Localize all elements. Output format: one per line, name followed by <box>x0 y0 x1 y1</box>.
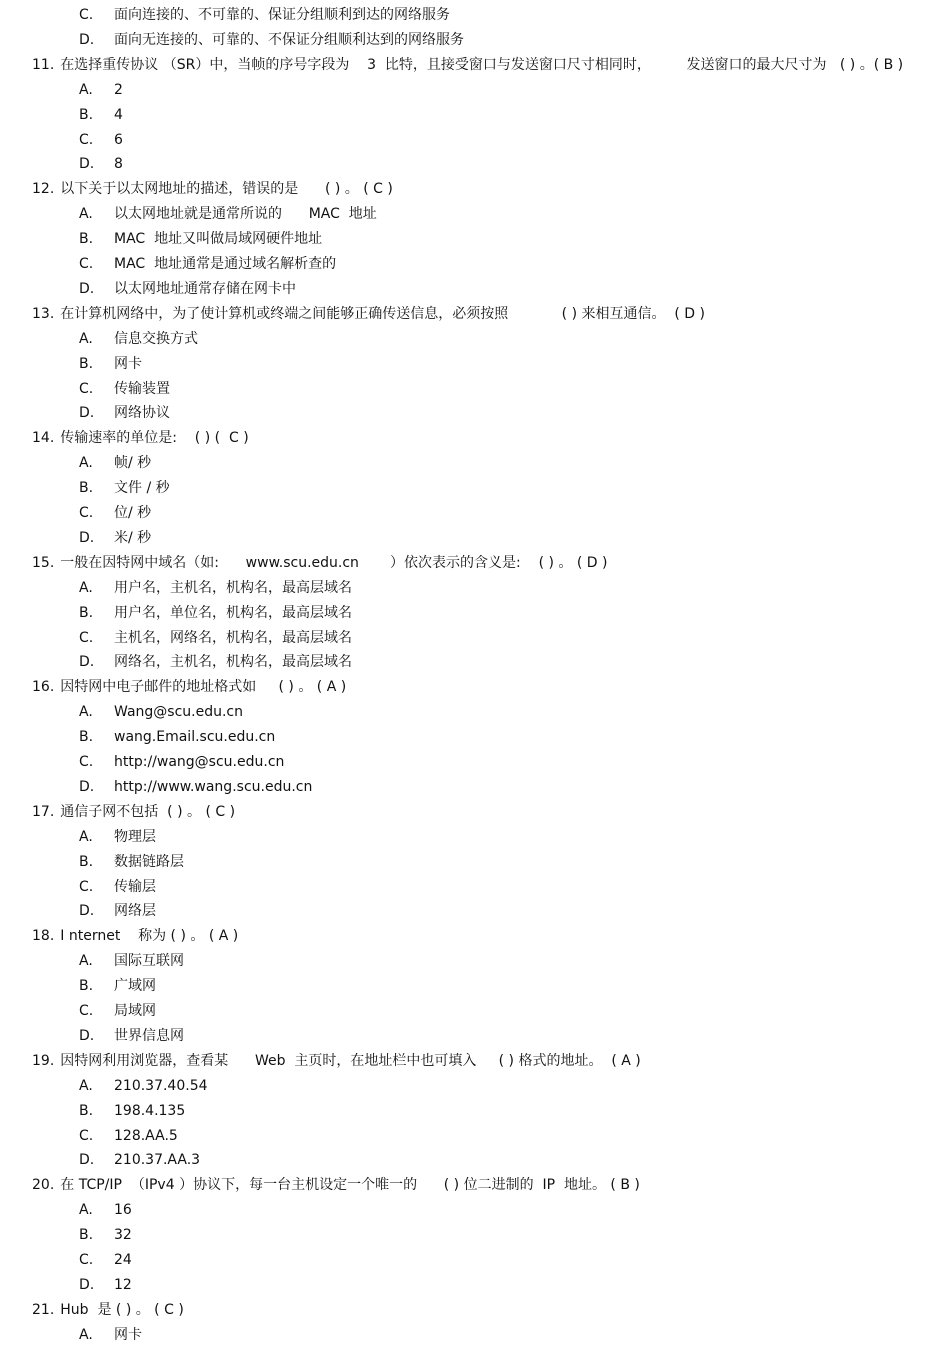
option-letter: D. <box>79 1027 95 1044</box>
option-text: 面向连接的、不可靠的、保证分组顺利到达的网络服务 <box>114 7 450 23</box>
option-letter: B. <box>79 355 94 372</box>
option-line <box>0 652 352 672</box>
option-letter: D. <box>79 31 95 48</box>
option-text: 文件 / 秒 <box>114 480 170 497</box>
option-text: 传输层 <box>114 878 156 895</box>
question-number: 18. <box>32 928 55 945</box>
question-line <box>0 926 238 946</box>
option-line <box>0 603 352 623</box>
option-letter: A. <box>79 1077 93 1094</box>
option-text: 网络层 <box>114 903 156 920</box>
option-text: 8 <box>114 156 123 173</box>
option-line <box>0 827 156 847</box>
option-letter: C. <box>79 505 94 521</box>
option-text: 210.37.AA.3 <box>114 1152 201 1169</box>
option-line <box>0 1076 208 1096</box>
option-letter: D. <box>79 156 95 173</box>
option-line <box>0 752 284 772</box>
option-line <box>0 727 275 747</box>
question-text: 传输速率的单位是: ( ) ( C ) <box>60 430 249 447</box>
option-line <box>0 951 184 971</box>
option-text: 12 <box>114 1276 132 1293</box>
question-line <box>0 55 903 75</box>
option-letter: C. <box>79 1252 94 1268</box>
option-letter: C. <box>79 754 94 770</box>
option-line <box>0 403 170 423</box>
question-text: 一般在因特网中域名（如: www.scu.edu.cn ）依次表示的含义是: ( ) 。 ( D ) <box>60 554 608 571</box>
question-line <box>0 802 235 822</box>
option-line <box>0 528 151 548</box>
option-line <box>0 204 377 224</box>
option-line <box>0 901 156 921</box>
option-letter: A. <box>79 953 93 970</box>
question-text: 在 TCP/IP （IPv4 ）协议下，每一台主机设定一个唯一的 ( ) 位二进制的 IP 地址。 ( B ) <box>60 1177 640 1194</box>
option-letter: C. <box>79 1127 94 1144</box>
option-line <box>0 279 296 299</box>
option-line <box>0 254 336 274</box>
question-number: 15. <box>32 554 55 571</box>
option-letter: A. <box>79 704 93 721</box>
question-text: 因特网中电子邮件的地址格式如 ( ) 。 ( A ) <box>60 679 347 696</box>
option-letter: D. <box>79 280 95 297</box>
option-letter: C. <box>79 629 94 646</box>
option-text: 用户名，主机名，机构名，最高层域名 <box>114 579 352 596</box>
option-line <box>0 702 243 722</box>
question-text: 在计算机网络中，为了使计算机或终端之间能够正确传送信息，必须按照 ( ) 来相互通信。 ( D ) <box>60 305 705 322</box>
question-text: Hub 是 ( ) 。 ( C ) <box>60 1301 184 1318</box>
option-line <box>0 154 123 174</box>
option-text: 网络协议 <box>114 405 170 422</box>
option-letter: A. <box>79 828 93 845</box>
option-line <box>0 5 450 25</box>
option-letter: A. <box>79 330 93 347</box>
option-letter: B. <box>79 729 94 746</box>
option-text: 以太网地址通常存储在网卡中 <box>114 280 296 297</box>
option-letter: B. <box>79 978 94 995</box>
question-line <box>0 553 607 573</box>
option-text: 国际互联网 <box>114 953 184 970</box>
option-text: 世界信息网 <box>114 1027 184 1044</box>
option-text: 4 <box>114 106 123 123</box>
option-text: http://www.wang.scu.edu.cn <box>114 778 313 795</box>
option-letter: C. <box>79 131 94 148</box>
option-line <box>0 877 156 897</box>
option-line <box>0 1126 178 1146</box>
option-line <box>0 976 156 996</box>
option-line <box>0 503 151 523</box>
option-line <box>0 329 198 349</box>
option-text: 2 <box>114 81 123 98</box>
question-number: 11. <box>32 56 55 73</box>
question-line <box>0 304 705 324</box>
question-line <box>0 1051 641 1071</box>
option-letter: A. <box>79 1202 93 1219</box>
option-letter: B. <box>79 480 94 497</box>
option-line <box>0 852 184 872</box>
option-line <box>0 229 322 249</box>
option-line <box>0 354 142 374</box>
option-letter: B. <box>79 1102 94 1119</box>
option-letter: C. <box>79 256 94 272</box>
option-text: 米/ 秒 <box>114 529 152 546</box>
question-number: 19. <box>32 1052 55 1069</box>
option-letter: A. <box>79 81 93 98</box>
option-text: 位/ 秒 <box>114 505 152 521</box>
option-line <box>0 1101 185 1121</box>
option-letter: B. <box>79 1227 94 1244</box>
question-number: 16. <box>32 679 55 696</box>
question-text: 通信子网不包括 ( ) 。 ( C ) <box>60 803 236 820</box>
option-text: 面向无连接的、可靠的、不保证分组顺利达到的网络服务 <box>114 31 464 48</box>
option-letter: D. <box>79 1276 95 1293</box>
question-line <box>0 1300 184 1320</box>
option-text: 局域网 <box>114 1003 156 1019</box>
option-text: wang.Email.scu.edu.cn <box>114 729 276 746</box>
option-letter: D. <box>79 529 95 546</box>
option-text: 以太网地址就是通常所说的 MAC 地址 <box>114 206 377 223</box>
option-text: 广域网 <box>114 978 156 995</box>
option-letter: A. <box>79 1326 93 1343</box>
option-letter: B. <box>79 853 94 870</box>
option-text: 帧/ 秒 <box>114 455 152 472</box>
option-line <box>0 130 123 150</box>
question-number: 17. <box>32 803 55 820</box>
option-line <box>0 578 352 598</box>
option-line <box>0 105 123 125</box>
option-text: 网络名，主机名，机构名，最高层域名 <box>114 654 352 671</box>
option-text: 6 <box>114 131 123 148</box>
question-number: 20. <box>32 1177 55 1194</box>
option-line <box>0 1150 200 1170</box>
option-text: 主机名，网络名，机构名，最高层域名 <box>114 629 352 646</box>
option-letter: A. <box>79 455 93 472</box>
option-letter: B. <box>79 231 94 248</box>
option-line <box>0 453 151 473</box>
question-line <box>0 677 346 697</box>
option-letter: B. <box>79 604 94 621</box>
option-line <box>0 478 170 498</box>
option-text: 网卡 <box>114 355 142 372</box>
option-line <box>0 379 170 399</box>
question-line <box>0 1175 640 1195</box>
option-text: 198.4.135 <box>114 1102 186 1119</box>
option-text: 网卡 <box>114 1326 142 1343</box>
question-number: 13. <box>32 305 55 322</box>
question-number: 12. <box>32 181 55 198</box>
option-letter: A. <box>79 206 93 223</box>
question-text: 以下关于以太网地址的描述，错误的是 ( ) 。 ( C ) <box>60 181 393 198</box>
option-text: MAC 地址通常是通过域名解析查的 <box>114 256 337 272</box>
option-text: 128.AA.5 <box>114 1127 178 1144</box>
option-line <box>0 1225 132 1245</box>
option-letter: C. <box>79 1003 94 1019</box>
option-text: 用户名，单位名，机构名，最高层域名 <box>114 604 352 621</box>
option-line <box>0 80 123 100</box>
option-line <box>0 1325 142 1345</box>
option-text: 16 <box>114 1202 132 1219</box>
option-letter: B. <box>79 106 94 123</box>
option-text: 32 <box>114 1227 132 1244</box>
option-line <box>0 1026 184 1046</box>
option-text: 物理层 <box>114 828 156 845</box>
question-text: I nternet 称为 ( ) 。 ( A ) <box>60 928 239 945</box>
option-line <box>0 628 352 648</box>
question-line <box>0 179 393 199</box>
question-number: 14. <box>32 430 55 447</box>
option-text: 信息交换方式 <box>114 330 198 347</box>
option-line <box>0 1200 132 1220</box>
option-text: MAC 地址又叫做局域网硬件地址 <box>114 231 323 248</box>
option-letter: C. <box>79 7 94 23</box>
option-text: Wang@scu.edu.cn <box>114 704 243 721</box>
option-line <box>0 777 312 797</box>
option-letter: D. <box>79 778 95 795</box>
option-line <box>0 1250 132 1270</box>
option-line <box>0 1001 156 1021</box>
option-text: 24 <box>114 1252 132 1268</box>
question-line <box>0 428 249 448</box>
question-number: 21. <box>32 1301 55 1318</box>
option-letter: C. <box>79 380 94 397</box>
option-letter: D. <box>79 903 95 920</box>
option-letter: D. <box>79 654 95 671</box>
option-line <box>0 30 464 50</box>
option-text: http://wang@scu.edu.cn <box>114 754 285 770</box>
option-letter: C. <box>79 878 94 895</box>
option-text: 传输装置 <box>114 380 170 397</box>
question-text: 因特网利用浏览器，查看某 Web 主页时，在地址栏中也可填入 ( ) 格式的地址。 ( A ) <box>60 1052 641 1069</box>
option-letter: D. <box>79 405 95 422</box>
option-letter: A. <box>79 579 93 596</box>
option-text: 210.37.40.54 <box>114 1077 208 1094</box>
option-text: 数据链路层 <box>114 853 184 870</box>
option-line <box>0 1275 132 1295</box>
option-letter: D. <box>79 1152 95 1169</box>
question-text: 在选择重传协议 （SR）中，当帧的序号字段为 3 比特，且接受窗口与发送窗口尺寸相同时， 发送窗口的最大尺寸为 ( ) 。( B ) <box>60 56 904 73</box>
